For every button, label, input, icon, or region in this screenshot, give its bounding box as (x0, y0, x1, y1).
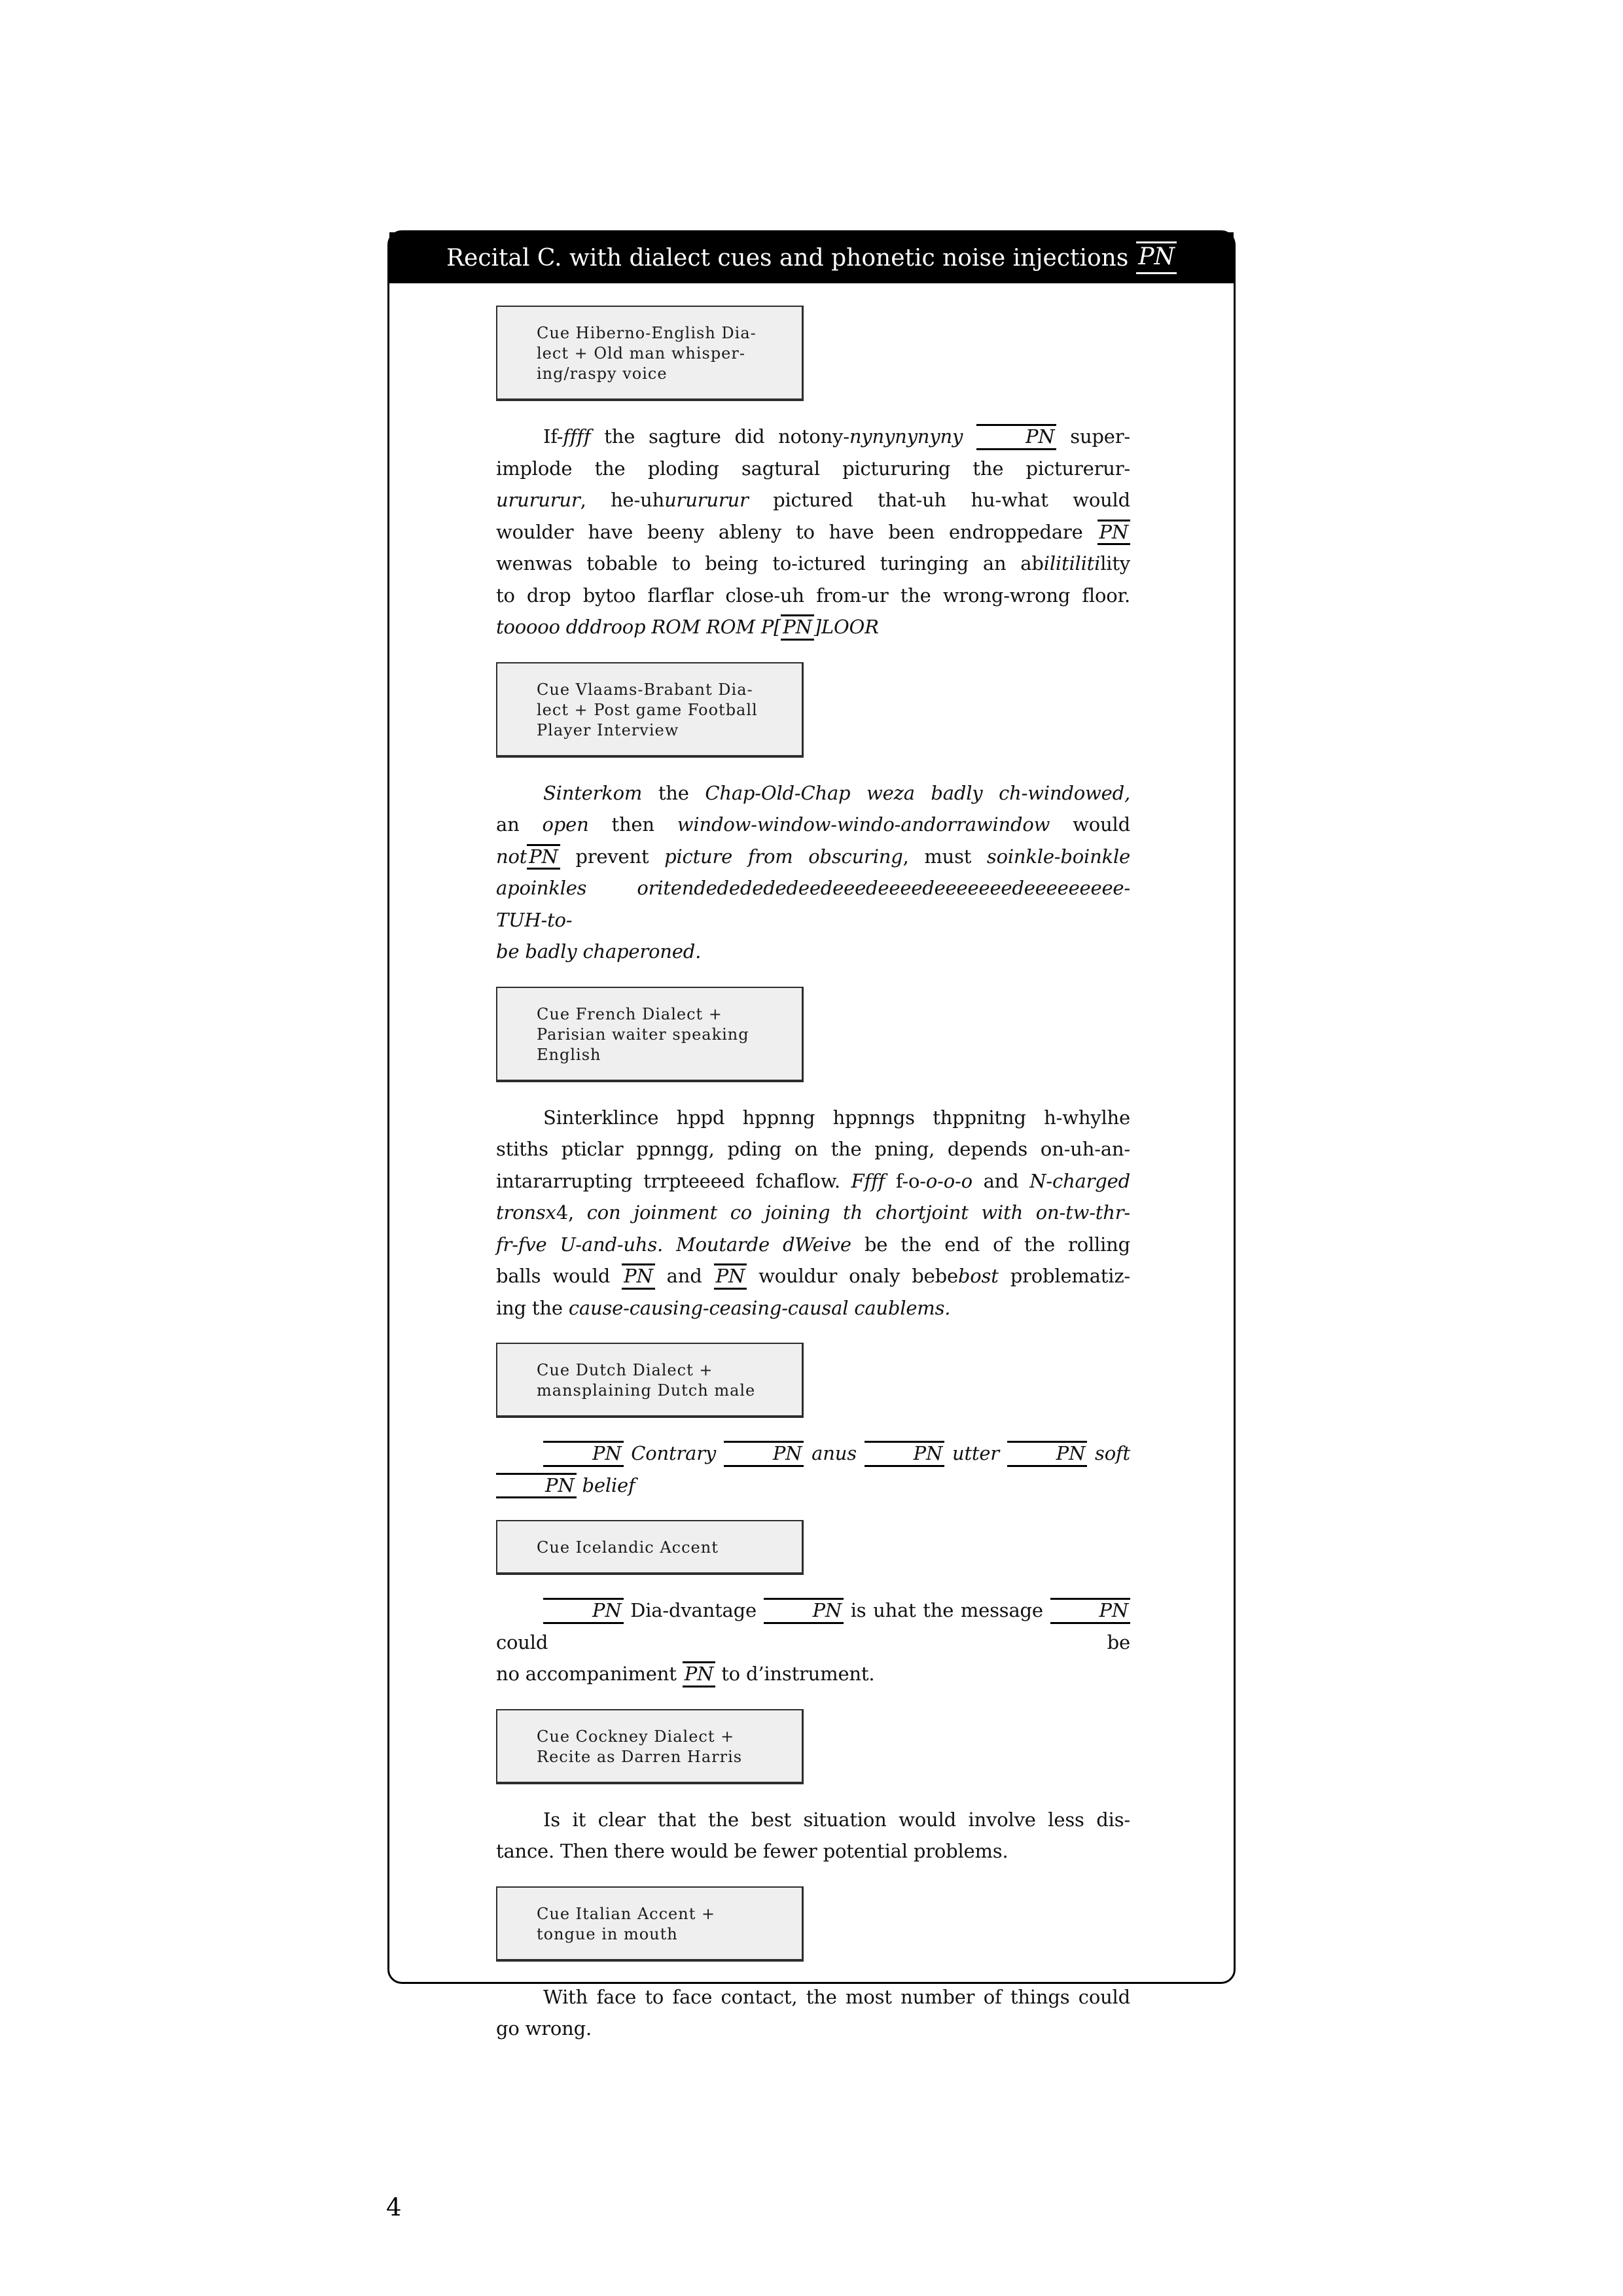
text-segment: an (496, 813, 543, 836)
text-segment: , he-uh (580, 489, 665, 511)
text-segment: wouldur onaly bebe (747, 1265, 958, 1287)
text-line (496, 453, 1130, 485)
text-line (496, 1197, 1130, 1229)
text-line (496, 1438, 1130, 1501)
italic-text: urururur (496, 489, 580, 511)
text-segment: stiths pticlar ppnngg, pding on the pning, depends on-uh-an- (496, 1138, 1130, 1160)
text-segment: 4, (556, 1201, 587, 1224)
paragraph-dutch (496, 1438, 1130, 1501)
cue-line: Parisian waiter speaking (537, 1025, 749, 1044)
pn-token: PN (683, 1661, 716, 1687)
italic-text: oritendededededeedeeedeeeedeeeeeeedeeeeeeeee-TUH-to- (496, 877, 1130, 931)
recital-body (389, 283, 1234, 2045)
text-segment: pictured that-uh hu-what would (748, 489, 1130, 511)
pn-token: PN (724, 1441, 804, 1467)
text-line (496, 1804, 1130, 1836)
italic-text: be badly chaperoned. (496, 940, 702, 963)
italic-text: Contrary (623, 1442, 724, 1464)
cue-line: Recite as Darren Harris (537, 1747, 743, 1766)
paragraph-vlaams (496, 777, 1130, 968)
text-line (496, 1981, 1130, 2013)
cue-french (496, 987, 804, 1082)
text-line (496, 841, 1130, 873)
text-segment: If- (543, 425, 563, 448)
pn-token: PN (1007, 1441, 1088, 1467)
cue-line: Cue Dutch Dialect + (537, 1361, 713, 1379)
cue-line: Player Interview (537, 720, 679, 739)
cue-vlaams-brabant (496, 662, 804, 758)
text-line (496, 1229, 1130, 1261)
text-line (496, 1165, 1130, 1197)
page-number: 4 (386, 2193, 402, 2221)
text-segment: intararrupting trrpteeeed fchaflow. (496, 1169, 851, 1192)
italic-text: not (496, 845, 527, 868)
pn-token: PN (496, 1473, 577, 1499)
text-segment: Dia-dvantage (623, 1599, 764, 1621)
text-line (496, 580, 1130, 612)
italic-text: Chap-Old-Chap weza badly ch-windowed, (705, 781, 1130, 804)
cue-cockney (496, 1709, 804, 1784)
italic-text: soft (1087, 1442, 1130, 1464)
italic-text: N-charged (1029, 1169, 1130, 1192)
pn-token: PN (543, 1441, 624, 1467)
italic-text: bost (957, 1265, 999, 1287)
text-segment: With face to face contact, the most number of things could (543, 1985, 1130, 2008)
text-segment: could be (496, 1631, 1130, 1653)
text-line (496, 1133, 1130, 1165)
italic-text: anus (804, 1442, 865, 1464)
text-segment: and (654, 1265, 714, 1287)
paragraph-french (496, 1102, 1130, 1324)
text-line (496, 421, 1130, 453)
text-line (496, 1835, 1130, 1867)
italic-text: ilitiliti (1043, 552, 1101, 574)
pn-token: PN (1050, 1598, 1131, 1624)
text-segment: the sagture did notony- (590, 425, 849, 448)
text-line (496, 777, 1130, 809)
text-segment: problematiz- (998, 1265, 1130, 1287)
text-line (496, 611, 1130, 643)
italic-text: fr-fve U-and-uhs. Moutarde dWeive (496, 1233, 851, 1256)
pn-token: PN (781, 614, 814, 641)
text-segment: , must (902, 845, 987, 868)
cue-line: Cue Hiberno-English Dia- (537, 324, 757, 342)
text-segment: then (588, 813, 677, 836)
paragraph-cockney (496, 1804, 1130, 1867)
italic-text: utter (944, 1442, 1007, 1464)
cue-line: Cue Italian Accent + (537, 1904, 716, 1923)
text-segment: Is it clear that the best situation would involve less dis- (543, 1808, 1130, 1831)
italic-text: open (542, 813, 589, 836)
italic-text: belief (576, 1474, 635, 1496)
text-line (496, 516, 1130, 548)
recital-frame (387, 230, 1236, 2040)
text-line (496, 548, 1130, 580)
paragraph-italian (496, 1981, 1130, 2045)
text-segment: to d’instrument. (715, 1663, 875, 1685)
italic-text: nynynynyny (849, 425, 963, 448)
text-line (496, 484, 1130, 516)
cue-line: Cue Cockney Dialect + (537, 1727, 735, 1746)
text-line (496, 1658, 1130, 1690)
italic-text: urururur (664, 489, 749, 511)
paragraph-icelandic (496, 1595, 1130, 1690)
italic-text: o-o-o (925, 1169, 972, 1192)
text-line (496, 936, 1130, 968)
pn-token: PN (764, 1598, 844, 1624)
italic-text: Sinterkom (543, 781, 643, 804)
italic-text: apoinkles (496, 877, 587, 899)
text-line (496, 1292, 1130, 1324)
italic-text: picture from obscuring (664, 845, 903, 868)
cue-line: Cue French Dialect + (537, 1004, 722, 1023)
text-segment: no accompaniment (496, 1663, 683, 1685)
cue-line: ing/raspy voice (537, 364, 668, 383)
text-segment (963, 425, 976, 448)
cue-line: Cue Icelandic Accent (537, 1538, 719, 1557)
text-segment: would (1050, 813, 1130, 836)
pn-token: PN (1097, 520, 1131, 546)
cue-line: tongue in mouth (537, 1924, 678, 1943)
italic-text: cause-causing-ceasing-causal caublems. (568, 1296, 951, 1319)
text-line (496, 1260, 1130, 1292)
text-segment: f-o- (885, 1169, 926, 1192)
text-line (496, 2013, 1130, 2045)
text-line (496, 1595, 1130, 1658)
text-segment: wenwas tobable to being to-ictured turinging an ab (496, 552, 1044, 574)
italic-text: tooooo dddroop ROM ROM P[ (496, 616, 781, 638)
italic-text: ffff (563, 425, 591, 448)
pn-token: PN (1136, 241, 1177, 274)
text-segment: implode the ploding sagtural pictururing the picturerur- (496, 457, 1130, 480)
cue-line: Cue Vlaams-Brabant Dia- (537, 680, 753, 699)
cue-hiberno-english (496, 306, 804, 401)
text-segment: and (972, 1169, 1030, 1192)
text-segment: Sinterklince hppd hppnng hppnngs thppnitng h-whylhe (543, 1106, 1130, 1129)
cue-line: lect + Old man whisper- (537, 344, 745, 362)
text-segment: balls would (496, 1265, 622, 1287)
text-segment: prevent (560, 845, 665, 868)
text-segment: the (642, 781, 705, 804)
cue-dutch (496, 1343, 804, 1418)
pn-token: PN (527, 844, 560, 870)
text-segment: is uhat the message (844, 1599, 1050, 1621)
italic-text: window-window-windo-andorrawindow (677, 813, 1050, 836)
cue-line: English (537, 1045, 601, 1064)
text-segment: go wrong. (496, 2017, 592, 2040)
text-segment (586, 877, 637, 899)
italic-text: tronsx (496, 1201, 556, 1224)
text-segment: be the end of the rolling (851, 1233, 1130, 1256)
cue-italian (496, 1886, 804, 1962)
text-line (496, 809, 1130, 841)
cue-line: lect + Post game Football (537, 700, 758, 719)
recital-title-bar (389, 232, 1234, 283)
paragraph-hiberno (496, 421, 1130, 643)
italic-text: con joinment co joining th chortjoint with on-tw-thr- (586, 1201, 1130, 1224)
page-title: Recital C. with dialect cues and phonetic noise injections (446, 244, 1129, 272)
pn-token: PN (622, 1263, 655, 1290)
text-segment: lity (1100, 552, 1130, 574)
text-segment: to drop bytoo flarflar close-uh from-ur the wrong-wrong floor. (496, 584, 1130, 607)
text-line (496, 872, 1130, 936)
italic-text: ]LOOR (813, 616, 879, 638)
pn-token: PN (543, 1598, 624, 1624)
cue-line: mansplaining Dutch male (537, 1381, 756, 1400)
pn-token: PN (865, 1441, 945, 1467)
italic-text: Ffff (851, 1169, 885, 1192)
text-segment: tance. Then there would be fewer potential problems. (496, 1840, 1008, 1862)
text-segment: ing the (496, 1296, 569, 1319)
text-segment: woulder have beeny ableny to have been endroppedare (496, 520, 1097, 543)
text-segment: super- (1056, 425, 1131, 448)
text-line (496, 1102, 1130, 1134)
pn-token: PN (976, 424, 1057, 450)
pn-token: PN (714, 1263, 747, 1290)
cue-icelandic (496, 1520, 804, 1575)
italic-text: soinkle-boinkle (986, 845, 1130, 868)
